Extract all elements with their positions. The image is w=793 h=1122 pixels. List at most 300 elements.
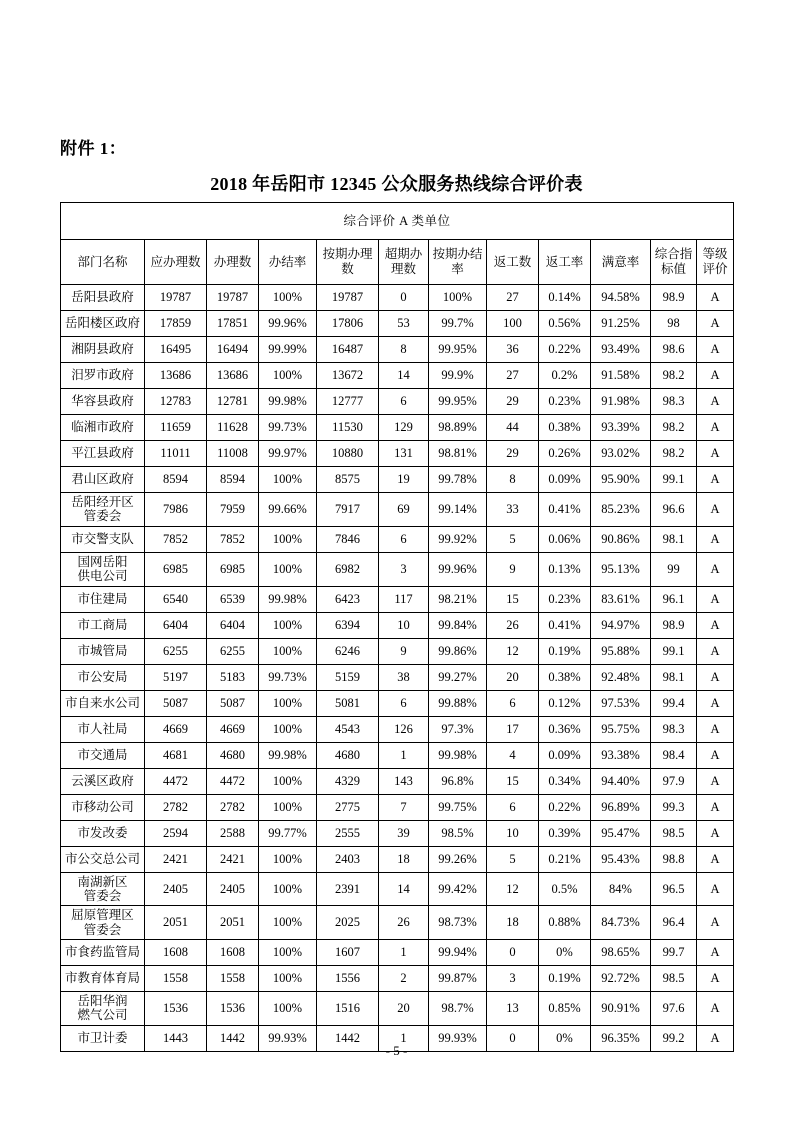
cell-handled: 2782 [207, 794, 259, 820]
cell-rework: 33 [487, 493, 539, 527]
cell-ontime_rate: 99.78% [429, 467, 487, 493]
cell-department: 汨罗市政府 [61, 363, 145, 389]
table-row [61, 552, 734, 586]
cell-ontime_rate: 99.86% [429, 638, 487, 664]
cell-rework: 13 [487, 992, 539, 1026]
cell-department: 平江县政府 [61, 441, 145, 467]
cell-ontime: 6982 [317, 552, 379, 586]
cell-ontime: 10880 [317, 441, 379, 467]
cell-overdue: 6 [379, 389, 429, 415]
cell-should: 4681 [145, 742, 207, 768]
cell-should: 1558 [145, 966, 207, 992]
column-header-2: 办理数 [207, 240, 259, 285]
cell-index: 99.7 [651, 940, 697, 966]
cell-should: 8594 [145, 467, 207, 493]
cell-should: 11659 [145, 415, 207, 441]
cell-grade: A [697, 1025, 734, 1051]
cell-grade: A [697, 906, 734, 940]
cell-index: 98.5 [651, 966, 697, 992]
cell-rate: 100% [259, 690, 317, 716]
cell-rework_rate: 0.85% [539, 992, 591, 1026]
cell-ontime_rate: 99.92% [429, 526, 487, 552]
cell-ontime_rate: 98.7% [429, 992, 487, 1026]
cell-rate: 100% [259, 906, 317, 940]
cell-rework: 5 [487, 526, 539, 552]
cell-index: 98 [651, 311, 697, 337]
cell-rework_rate: 0.38% [539, 664, 591, 690]
cell-rate: 100% [259, 872, 317, 906]
table-row [61, 441, 734, 467]
cell-rework: 44 [487, 415, 539, 441]
cell-rework_rate: 0.09% [539, 467, 591, 493]
cell-rework_rate: 0.19% [539, 638, 591, 664]
cell-grade: A [697, 389, 734, 415]
cell-overdue: 20 [379, 992, 429, 1026]
table-section-header [61, 203, 734, 240]
cell-ontime: 17806 [317, 311, 379, 337]
cell-rework_rate: 0.19% [539, 966, 591, 992]
cell-handled: 7852 [207, 526, 259, 552]
column-header-10: 综合指标值 [651, 240, 697, 285]
cell-grade: A [697, 493, 734, 527]
cell-grade: A [697, 441, 734, 467]
cell-satisfaction: 95.88% [591, 638, 651, 664]
cell-rework: 8 [487, 467, 539, 493]
cell-satisfaction: 83.61% [591, 586, 651, 612]
cell-rate: 100% [259, 992, 317, 1026]
cell-handled: 6404 [207, 612, 259, 638]
cell-overdue: 18 [379, 846, 429, 872]
cell-overdue: 0 [379, 285, 429, 311]
cell-rate: 100% [259, 612, 317, 638]
cell-satisfaction: 92.72% [591, 966, 651, 992]
cell-department: 国网岳阳 供电公司 [61, 552, 145, 586]
cell-overdue: 8 [379, 337, 429, 363]
cell-ontime: 6423 [317, 586, 379, 612]
cell-should: 12783 [145, 389, 207, 415]
cell-department: 市自来水公司 [61, 690, 145, 716]
cell-index: 98.1 [651, 526, 697, 552]
cell-index: 98.9 [651, 612, 697, 638]
table-row [61, 768, 734, 794]
cell-index: 98.9 [651, 285, 697, 311]
cell-ontime_rate: 99.14% [429, 493, 487, 527]
cell-should: 2594 [145, 820, 207, 846]
cell-overdue: 143 [379, 768, 429, 794]
cell-should: 2405 [145, 872, 207, 906]
cell-satisfaction: 84.73% [591, 906, 651, 940]
cell-satisfaction: 91.58% [591, 363, 651, 389]
cell-rework_rate: 0.5% [539, 872, 591, 906]
cell-department: 市人社局 [61, 716, 145, 742]
cell-index: 98.5 [651, 820, 697, 846]
cell-handled: 1608 [207, 940, 259, 966]
cell-rework_rate: 0.14% [539, 285, 591, 311]
cell-rework: 10 [487, 820, 539, 846]
cell-handled: 17851 [207, 311, 259, 337]
table-row [61, 467, 734, 493]
cell-rework_rate: 0.22% [539, 794, 591, 820]
cell-should: 1536 [145, 992, 207, 1026]
cell-department: 南湖新区 管委会 [61, 872, 145, 906]
cell-ontime: 2403 [317, 846, 379, 872]
cell-satisfaction: 98.65% [591, 940, 651, 966]
cell-index: 98.2 [651, 441, 697, 467]
cell-rework: 0 [487, 1025, 539, 1051]
cell-overdue: 14 [379, 363, 429, 389]
cell-rework_rate: 0.2% [539, 363, 591, 389]
cell-overdue: 2 [379, 966, 429, 992]
cell-rework: 5 [487, 846, 539, 872]
cell-rework: 9 [487, 552, 539, 586]
cell-should: 2051 [145, 906, 207, 940]
cell-ontime_rate: 99.96% [429, 552, 487, 586]
cell-satisfaction: 94.40% [591, 768, 651, 794]
cell-ontime: 4680 [317, 742, 379, 768]
cell-rate: 99.96% [259, 311, 317, 337]
cell-overdue: 117 [379, 586, 429, 612]
cell-handled: 2421 [207, 846, 259, 872]
table-row [61, 716, 734, 742]
cell-ontime: 2025 [317, 906, 379, 940]
cell-grade: A [697, 872, 734, 906]
cell-department: 华容县政府 [61, 389, 145, 415]
cell-rework_rate: 0.38% [539, 415, 591, 441]
cell-index: 96.5 [651, 872, 697, 906]
cell-index: 99.1 [651, 467, 697, 493]
cell-rework_rate: 0% [539, 1025, 591, 1051]
cell-department: 湘阴县政府 [61, 337, 145, 363]
cell-department: 市移动公司 [61, 794, 145, 820]
cell-grade: A [697, 992, 734, 1026]
cell-index: 98.2 [651, 363, 697, 389]
cell-handled: 5183 [207, 664, 259, 690]
table-row [61, 389, 734, 415]
cell-ontime_rate: 99.98% [429, 742, 487, 768]
table-row [61, 363, 734, 389]
table-row [61, 940, 734, 966]
column-header-3: 办结率 [259, 240, 317, 285]
cell-department: 市公安局 [61, 664, 145, 690]
cell-handled: 2588 [207, 820, 259, 846]
cell-department: 岳阳经开区 管委会 [61, 493, 145, 527]
table-row [61, 742, 734, 768]
cell-rate: 100% [259, 716, 317, 742]
cell-ontime_rate: 98.73% [429, 906, 487, 940]
cell-index: 97.9 [651, 768, 697, 794]
cell-rework: 100 [487, 311, 539, 337]
table-row [61, 493, 734, 527]
cell-index: 97.6 [651, 992, 697, 1026]
cell-handled: 2051 [207, 906, 259, 940]
cell-handled: 8594 [207, 467, 259, 493]
cell-index: 98.8 [651, 846, 697, 872]
table-row [61, 690, 734, 716]
cell-rework_rate: 0.39% [539, 820, 591, 846]
cell-grade: A [697, 415, 734, 441]
cell-rate: 99.73% [259, 415, 317, 441]
cell-department: 云溪区政府 [61, 768, 145, 794]
cell-department: 市公交总公司 [61, 846, 145, 872]
cell-overdue: 1 [379, 940, 429, 966]
cell-rework: 6 [487, 794, 539, 820]
cell-grade: A [697, 768, 734, 794]
cell-rework_rate: 0.23% [539, 586, 591, 612]
cell-rate: 100% [259, 768, 317, 794]
cell-department: 岳阳楼区政府 [61, 311, 145, 337]
cell-satisfaction: 95.13% [591, 552, 651, 586]
cell-handled: 1536 [207, 992, 259, 1026]
cell-ontime_rate: 100% [429, 285, 487, 311]
cell-satisfaction: 96.89% [591, 794, 651, 820]
cell-ontime_rate: 99.93% [429, 1025, 487, 1051]
cell-rework: 4 [487, 742, 539, 768]
cell-should: 6404 [145, 612, 207, 638]
cell-should: 5087 [145, 690, 207, 716]
cell-grade: A [697, 794, 734, 820]
table-row [61, 872, 734, 906]
cell-should: 7852 [145, 526, 207, 552]
cell-ontime_rate: 99.84% [429, 612, 487, 638]
column-header-0: 部门名称 [61, 240, 145, 285]
cell-overdue: 1 [379, 742, 429, 768]
cell-rework_rate: 0% [539, 940, 591, 966]
cell-ontime: 6394 [317, 612, 379, 638]
cell-rework_rate: 0.09% [539, 742, 591, 768]
cell-overdue: 3 [379, 552, 429, 586]
cell-should: 19787 [145, 285, 207, 311]
cell-rework: 18 [487, 906, 539, 940]
cell-should: 17859 [145, 311, 207, 337]
cell-rate: 100% [259, 363, 317, 389]
cell-handled: 12781 [207, 389, 259, 415]
cell-ontime: 19787 [317, 285, 379, 311]
cell-handled: 1442 [207, 1025, 259, 1051]
table-row [61, 846, 734, 872]
page-title: 2018 年岳阳市 12345 公众服务热线综合评价表 [210, 174, 583, 194]
cell-ontime_rate: 99.26% [429, 846, 487, 872]
cell-ontime_rate: 99.27% [429, 664, 487, 690]
cell-should: 2421 [145, 846, 207, 872]
cell-index: 99.4 [651, 690, 697, 716]
table-row [61, 906, 734, 940]
cell-grade: A [697, 285, 734, 311]
cell-ontime: 4329 [317, 768, 379, 794]
cell-satisfaction: 94.97% [591, 612, 651, 638]
cell-satisfaction: 95.75% [591, 716, 651, 742]
cell-should: 2782 [145, 794, 207, 820]
cell-handled: 6539 [207, 586, 259, 612]
cell-ontime: 12777 [317, 389, 379, 415]
cell-rate: 99.98% [259, 586, 317, 612]
cell-satisfaction: 97.53% [591, 690, 651, 716]
cell-rate: 99.77% [259, 820, 317, 846]
cell-satisfaction: 92.48% [591, 664, 651, 690]
cell-ontime_rate: 99.95% [429, 337, 487, 363]
cell-index: 99.1 [651, 638, 697, 664]
cell-department: 岳阳华润 燃气公司 [61, 992, 145, 1026]
cell-satisfaction: 84% [591, 872, 651, 906]
cell-ontime_rate: 98.81% [429, 441, 487, 467]
cell-should: 4472 [145, 768, 207, 794]
cell-index: 99.2 [651, 1025, 697, 1051]
cell-grade: A [697, 612, 734, 638]
cell-department: 临湘市政府 [61, 415, 145, 441]
cell-rework: 12 [487, 872, 539, 906]
cell-overdue: 6 [379, 690, 429, 716]
cell-ontime: 2775 [317, 794, 379, 820]
cell-ontime: 7846 [317, 526, 379, 552]
cell-rate: 99.73% [259, 664, 317, 690]
cell-rate: 99.93% [259, 1025, 317, 1051]
cell-satisfaction: 95.43% [591, 846, 651, 872]
cell-overdue: 9 [379, 638, 429, 664]
cell-rework: 29 [487, 441, 539, 467]
cell-ontime_rate: 99.42% [429, 872, 487, 906]
cell-rework_rate: 0.13% [539, 552, 591, 586]
cell-index: 99 [651, 552, 697, 586]
cell-ontime_rate: 96.8% [429, 768, 487, 794]
cell-grade: A [697, 311, 734, 337]
cell-should: 1608 [145, 940, 207, 966]
cell-rework: 20 [487, 664, 539, 690]
cell-grade: A [697, 638, 734, 664]
cell-rework: 0 [487, 940, 539, 966]
cell-handled: 2405 [207, 872, 259, 906]
cell-rate: 100% [259, 940, 317, 966]
column-header-1: 应办理数 [145, 240, 207, 285]
cell-grade: A [697, 664, 734, 690]
cell-rework: 3 [487, 966, 539, 992]
cell-ontime: 1442 [317, 1025, 379, 1051]
cell-rework_rate: 0.23% [539, 389, 591, 415]
column-header-9: 满意率 [591, 240, 651, 285]
table-row [61, 966, 734, 992]
table-row [61, 820, 734, 846]
cell-overdue: 69 [379, 493, 429, 527]
cell-satisfaction: 96.35% [591, 1025, 651, 1051]
cell-grade: A [697, 526, 734, 552]
cell-handled: 5087 [207, 690, 259, 716]
cell-department: 屈原管理区 管委会 [61, 906, 145, 940]
evaluation-table [60, 202, 734, 1052]
cell-handled: 4472 [207, 768, 259, 794]
cell-should: 6255 [145, 638, 207, 664]
cell-ontime: 6246 [317, 638, 379, 664]
cell-department: 市交通局 [61, 742, 145, 768]
cell-should: 11011 [145, 441, 207, 467]
cell-satisfaction: 93.38% [591, 742, 651, 768]
column-header-7: 返工数 [487, 240, 539, 285]
cell-index: 96.6 [651, 493, 697, 527]
section-header-cell: 综合评价 A 类单位 [61, 203, 734, 240]
table-row [61, 638, 734, 664]
cell-overdue: 10 [379, 612, 429, 638]
cell-overdue: 19 [379, 467, 429, 493]
table-column-headers [61, 240, 734, 285]
table-row [61, 337, 734, 363]
cell-rate: 100% [259, 526, 317, 552]
cell-ontime: 1607 [317, 940, 379, 966]
cell-rework: 29 [487, 389, 539, 415]
cell-rate: 100% [259, 285, 317, 311]
cell-ontime: 11530 [317, 415, 379, 441]
cell-ontime_rate: 97.3% [429, 716, 487, 742]
attachment-label: 附件 1： [60, 139, 127, 158]
column-header-11: 等级评价 [697, 240, 734, 285]
cell-rework_rate: 0.06% [539, 526, 591, 552]
table-row [61, 612, 734, 638]
page-number: - 5 - [385, 1043, 408, 1058]
cell-handled: 4669 [207, 716, 259, 742]
cell-rate: 100% [259, 794, 317, 820]
cell-should: 6540 [145, 586, 207, 612]
cell-grade: A [697, 363, 734, 389]
cell-index: 98.2 [651, 415, 697, 441]
cell-ontime: 2391 [317, 872, 379, 906]
cell-ontime: 4543 [317, 716, 379, 742]
cell-rework_rate: 0.12% [539, 690, 591, 716]
cell-grade: A [697, 742, 734, 768]
cell-overdue: 39 [379, 820, 429, 846]
cell-rework: 17 [487, 716, 539, 742]
cell-department: 市卫计委 [61, 1025, 145, 1051]
column-header-8: 返工率 [539, 240, 591, 285]
table-row [61, 992, 734, 1026]
table-row [61, 794, 734, 820]
cell-grade: A [697, 716, 734, 742]
cell-rate: 99.66% [259, 493, 317, 527]
cell-index: 98.1 [651, 664, 697, 690]
table-row [61, 664, 734, 690]
cell-satisfaction: 93.02% [591, 441, 651, 467]
cell-index: 96.1 [651, 586, 697, 612]
cell-rework_rate: 0.41% [539, 493, 591, 527]
cell-handled: 13686 [207, 363, 259, 389]
cell-overdue: 129 [379, 415, 429, 441]
cell-index: 96.4 [651, 906, 697, 940]
cell-rework_rate: 0.56% [539, 311, 591, 337]
cell-satisfaction: 90.91% [591, 992, 651, 1026]
cell-rework_rate: 0.88% [539, 906, 591, 940]
cell-handled: 11008 [207, 441, 259, 467]
cell-overdue: 14 [379, 872, 429, 906]
cell-ontime: 7917 [317, 493, 379, 527]
cell-rework: 27 [487, 363, 539, 389]
cell-department: 市发改委 [61, 820, 145, 846]
cell-should: 5197 [145, 664, 207, 690]
cell-grade: A [697, 690, 734, 716]
cell-index: 98.4 [651, 742, 697, 768]
cell-ontime_rate: 98.89% [429, 415, 487, 441]
cell-rework: 26 [487, 612, 539, 638]
cell-ontime_rate: 99.9% [429, 363, 487, 389]
cell-ontime_rate: 99.75% [429, 794, 487, 820]
cell-grade: A [697, 337, 734, 363]
column-header-5: 超期办理数 [379, 240, 429, 285]
cell-grade: A [697, 966, 734, 992]
cell-grade: A [697, 940, 734, 966]
cell-should: 7986 [145, 493, 207, 527]
cell-grade: A [697, 586, 734, 612]
cell-overdue: 26 [379, 906, 429, 940]
cell-ontime: 8575 [317, 467, 379, 493]
cell-ontime: 2555 [317, 820, 379, 846]
cell-satisfaction: 95.47% [591, 820, 651, 846]
cell-index: 98.3 [651, 389, 697, 415]
table-row [61, 415, 734, 441]
cell-satisfaction: 90.86% [591, 526, 651, 552]
